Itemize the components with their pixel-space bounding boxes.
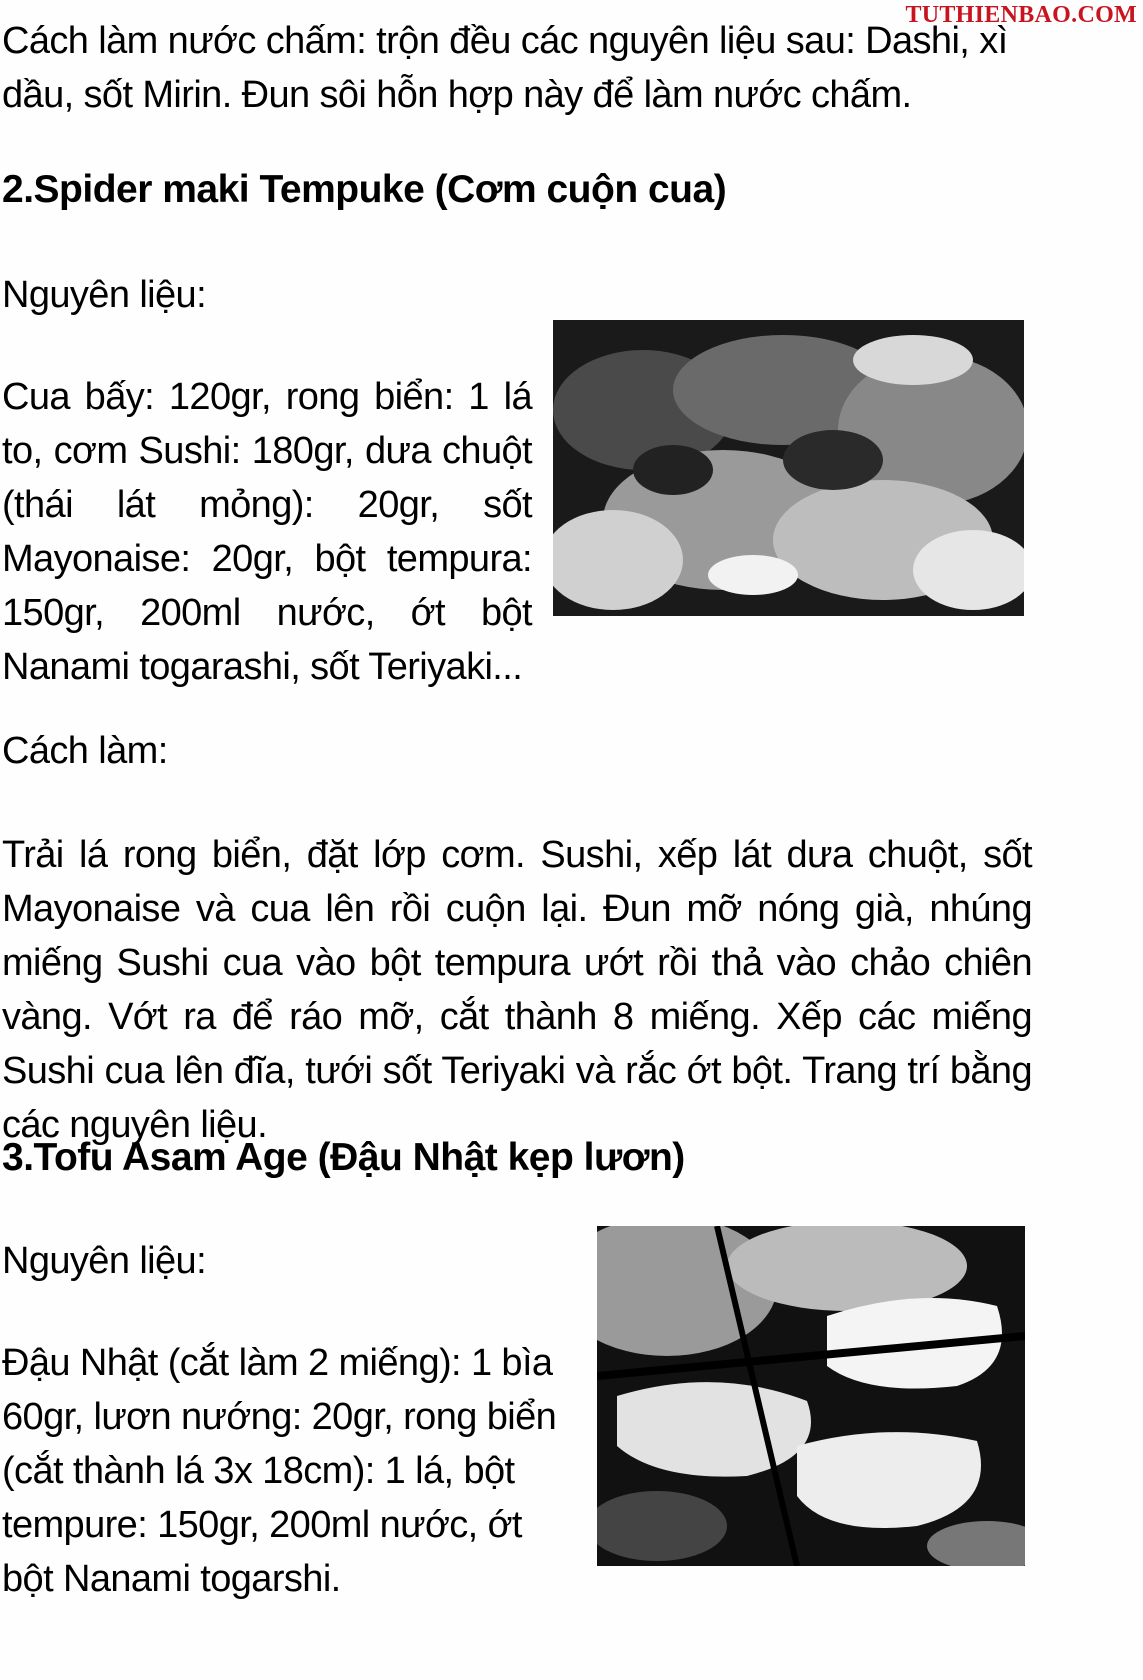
recipe-2-ingredients: Cua bấy: 120gr, rong biển: 1 lá to, cơm Sushi: 180gr, dưa chuột (thái lát mỏng): 20gr, sốt Mayonaise: 20gr, bột tempura: 150gr, 200ml nước, ớt bột Nanami togarashi, sốt Teriyaki... <box>2 376 532 688</box>
recipe-2-ingredients-label: Nguyên liệu: <box>2 274 207 316</box>
recipe-2-method: Trải lá rong biển, đặt lớp cơm. Sushi, xếp lát dưa chuột, sốt Mayonaise và cua lên rồi cuộn lại. Đun mỡ nóng già, nhúng miếng Sushi cua vào bột tempura ướt rồi thả vào chảo chiên vàng. Vớt ra để ráo mỡ, cắt thành 8 miếng. Xếp các miếng Sushi cua lên đĩa, tưới sốt Teriyaki và rắc ớt bột. Trang trí bằng các nguyên liệu. <box>2 834 1032 1146</box>
watermark: TUTHIENBAO.COM <box>905 2 1137 28</box>
tofu-asam-age-photo <box>597 1226 1025 1566</box>
recipe-3-ingredients: Đậu Nhật (cắt làm 2 miếng): 1 bìa 60gr, lươn nướng: 20gr, rong biển (cắt thành lá 3x 18cm): 1 lá, bột tempure: 150gr, 200ml nước, ớt bột Nanami togarshi. <box>2 1342 557 1600</box>
intro-paragraph: Cách làm nước chấm: trộn đều các nguyên liệu sau: Dashi, xì dầu, sốt Mirin. Đun sôi hỗn hợp này để làm nước chấm. <box>2 20 1008 116</box>
spider-maki-photo <box>553 320 1024 616</box>
recipe-2-method-label: Cách làm: <box>2 730 168 772</box>
recipe-2-title: 2.Spider maki Tempuke (Cơm cuộn cua) <box>2 168 727 211</box>
recipe-3-title: 3.Tofu Asam Age (Đậu Nhật kẹp lươn) <box>2 1136 685 1179</box>
recipe-3-ingredients-label: Nguyên liệu: <box>2 1240 207 1282</box>
